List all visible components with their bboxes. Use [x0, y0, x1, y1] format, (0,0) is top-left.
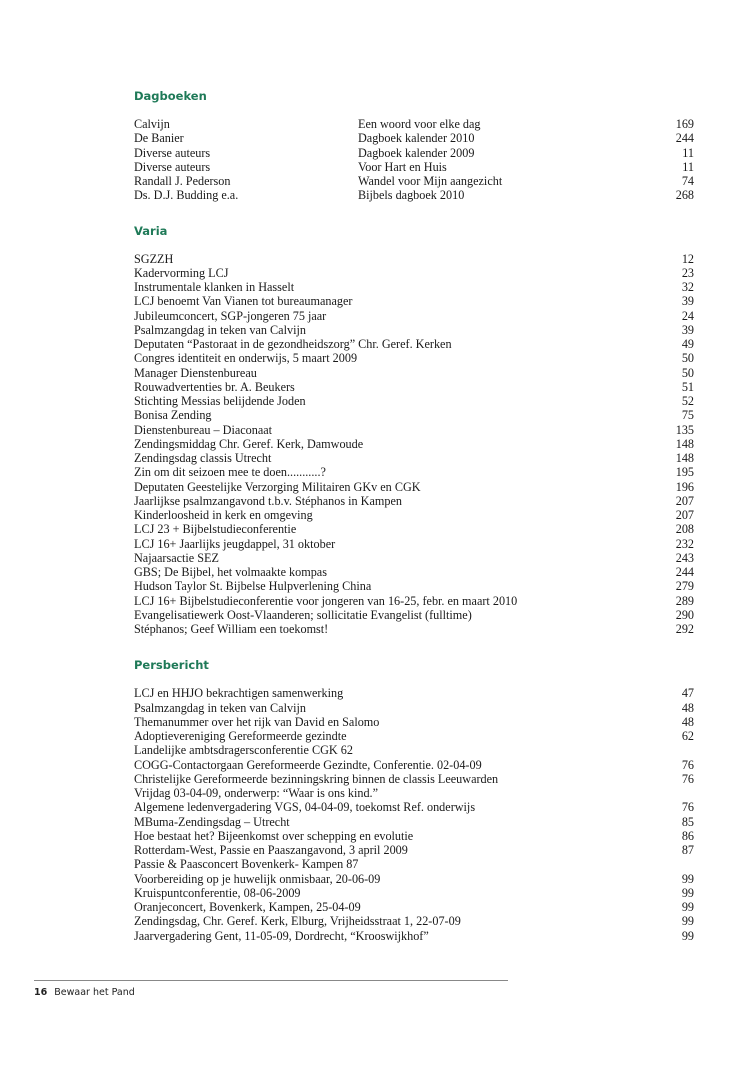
row-text: Kadervorming LCJ [134, 265, 229, 280]
index-row [134, 715, 694, 729]
row-text: Deputaten Geestelijke Verzorging Militairen GKv en CGK [134, 479, 421, 494]
row-text: Rotterdam-West, Passie en Paaszangavond, 3 april 2009 [134, 843, 408, 857]
index-row [134, 608, 694, 622]
index-row [134, 872, 694, 886]
footer-divider [34, 980, 508, 981]
rows-varia [134, 252, 694, 637]
row-page: 289 [675, 593, 694, 608]
section-dagboeken [134, 88, 694, 203]
row-title: Dagboek kalender 2009 [358, 145, 475, 160]
row-page: 39 [681, 322, 694, 337]
row-author: Diverse auteurs [134, 145, 211, 160]
index-row [134, 337, 694, 351]
row-text: SGZZH [134, 251, 174, 266]
index-row [134, 366, 694, 380]
row-page: 85 [681, 814, 694, 829]
row-page: 243 [675, 550, 694, 565]
row-text: LCJ 16+ Jaarlijks jeugdappel, 31 oktober [134, 536, 336, 551]
row-text: Zendingsmiddag Chr. Geref. Kerk, Damwoude [134, 436, 364, 451]
row-text: Passie & Paasconcert Bovenkerk- Kampen 87 [134, 857, 359, 872]
index-row [134, 146, 694, 160]
row-page: 290 [675, 607, 694, 622]
index-row [134, 758, 694, 772]
index-row [134, 309, 694, 323]
row-text: Algemene ledenvergadering VGS, 04-04-09, toekomst Ref. onderwijs [134, 800, 476, 815]
row-title: Voor Hart en Huis [358, 159, 447, 174]
row-page: 62 [681, 729, 694, 743]
row-text: LCJ 23 + Bijbelstudieconferentie [134, 522, 297, 537]
row-text: Deputaten “Pastoraat in de gezondheidszorg” Chr. Geref. Kerken [134, 337, 452, 351]
row-text: LCJ en HHJO bekrachtigen samenwerking [134, 686, 344, 701]
index-row [134, 437, 694, 451]
row-page: 51 [681, 379, 694, 394]
index-row [134, 423, 694, 437]
index-row [134, 117, 694, 131]
index-row [134, 579, 694, 593]
row-page: 99 [681, 900, 694, 914]
page-footer [34, 987, 135, 998]
row-page: 76 [681, 800, 694, 815]
row-text: Congres identiteit en onderwijs, 5 maart 2009 [134, 351, 358, 366]
row-page: 47 [681, 686, 694, 701]
section-title-varia: Varia [134, 223, 168, 238]
index-row [134, 394, 694, 408]
index-row [134, 743, 694, 757]
row-page: 48 [681, 714, 694, 729]
index-row [134, 174, 694, 188]
index-row [134, 815, 694, 829]
row-page: 99 [681, 885, 694, 900]
row-text: Evangelisatiewerk Oost-Vlaanderen; sollicitatie Evangelist (fulltime) [134, 607, 472, 622]
row-text: Kruispuntconferentie, 08-06-2009 [134, 885, 301, 900]
index-row [134, 537, 694, 551]
row-text: Zin om dit seizoen mee te doen...........? [134, 465, 326, 480]
index-row [134, 772, 694, 786]
row-page: 207 [675, 508, 694, 522]
row-page: 268 [675, 188, 694, 203]
row-page: 24 [681, 308, 694, 323]
row-text: Zendingsdag, Chr. Geref. Kerk, Elburg, Vrijheidsstraat 1, 22-07-09 [134, 914, 461, 929]
index-row [134, 480, 694, 494]
index-row [134, 843, 694, 857]
index-row [134, 551, 694, 565]
row-author: Randall J. Pederson [134, 174, 231, 188]
footer-publication: Bewaar het Pand [54, 987, 135, 998]
row-text: Voorbereiding op je huwelijk onmisbaar, 20-06-09 [134, 871, 381, 886]
row-page: 87 [681, 843, 694, 857]
index-row [134, 729, 694, 743]
index-row [134, 131, 694, 145]
index-row [134, 188, 694, 202]
row-text: Zendingsdag classis Utrecht [134, 451, 272, 465]
row-page: 244 [675, 565, 694, 579]
row-text: COGG-Contactorgaan Gereformeerde Gezindte, Conferentie. 02-04-09 [134, 757, 482, 772]
index-row [134, 701, 694, 715]
index-row [134, 900, 694, 914]
row-page: 232 [675, 536, 694, 551]
index-row [134, 686, 694, 700]
index-row [134, 508, 694, 522]
section-varia [134, 223, 694, 637]
index-row [134, 380, 694, 394]
index-row [134, 522, 694, 536]
index-row [134, 266, 694, 280]
row-text: Manager Dienstenbureau [134, 365, 257, 380]
index-row [134, 294, 694, 308]
row-text: Bonisa Zending [134, 408, 212, 423]
row-text: Stichting Messias belijdende Joden [134, 394, 306, 408]
row-page: 99 [681, 928, 694, 943]
row-page: 86 [681, 828, 694, 843]
row-page: 292 [675, 622, 694, 636]
rows-persbericht [134, 686, 694, 943]
row-author: Diverse auteurs [134, 159, 211, 174]
row-page: 244 [675, 131, 694, 146]
row-text: LCJ 16+ Bijbelstudieconferentie voor jongeren van 16-25, febr. en maart 2010 [134, 593, 518, 608]
index-row [134, 465, 694, 479]
index-row [134, 914, 694, 928]
row-text: Rouwadvertenties br. A. Beukers [134, 379, 295, 394]
index-row [134, 929, 694, 943]
row-text: Vrijdag 03-04-09, onderwerp: “Waar is ons kind.” [134, 786, 378, 800]
row-text: MBuma-Zendingsdag – Utrecht [134, 814, 290, 829]
index-row [134, 786, 694, 800]
row-page: 169 [675, 117, 694, 131]
index-row [134, 351, 694, 365]
index-row [134, 800, 694, 814]
row-text: GBS; De Bijbel, het volmaakte kompas [134, 565, 327, 579]
row-page: 195 [675, 465, 694, 480]
row-text: Instrumentale klanken in Hasselt [134, 280, 295, 294]
row-text: Hoe bestaat het? Bijeenkomst over schepping en evolutie [134, 828, 414, 843]
row-author: Ds. D.J. Budding e.a. [134, 188, 239, 203]
index-row [134, 160, 694, 174]
rows-dagboeken [134, 117, 694, 203]
index-row [134, 857, 694, 871]
row-page: 196 [675, 479, 694, 494]
row-page: 135 [675, 422, 694, 437]
row-page: 52 [681, 394, 694, 408]
row-text: Themanummer over het rijk van David en Salomo [134, 714, 380, 729]
row-page: 11 [682, 159, 694, 174]
row-text: Jubileumconcert, SGP-jongeren 75 jaar [134, 308, 327, 323]
index-row [134, 494, 694, 508]
row-page: 76 [681, 757, 694, 772]
row-text: Psalmzangdag in teken van Calvijn [134, 322, 306, 337]
row-text: Najaarsactie SEZ [134, 550, 219, 565]
row-page: 49 [681, 337, 694, 351]
row-page: 75 [681, 408, 694, 423]
section-title-dagboeken: Dagboeken [134, 89, 207, 103]
row-page: 76 [681, 771, 694, 786]
index-row [134, 565, 694, 579]
row-text: Psalmzangdag in teken van Calvijn [134, 700, 306, 715]
row-page: 48 [681, 700, 694, 715]
index-row [134, 323, 694, 337]
row-text: Christelijke Gereformeerde bezinningskring binnen de classis Leeuwarden [134, 771, 499, 786]
index-row [134, 252, 694, 266]
row-page: 12 [681, 251, 694, 266]
row-page: 279 [675, 579, 694, 594]
row-title: Bijbels dagboek 2010 [358, 188, 465, 203]
row-title: Een woord voor elke dag [358, 117, 481, 131]
index-content [134, 88, 694, 943]
row-text: Hudson Taylor St. Bijbelse Hulpverlening China [134, 579, 372, 594]
row-text: Oranjeconcert, Bovenkerk, Kampen, 25-04-09 [134, 900, 361, 914]
row-page: 23 [681, 265, 694, 280]
index-row [134, 886, 694, 900]
row-page: 207 [675, 493, 694, 508]
row-text: Kinderloosheid in kerk en omgeving [134, 508, 313, 522]
row-text: Dienstenbureau – Diaconaat [134, 422, 273, 437]
row-page: 99 [681, 914, 694, 929]
row-text: Landelijke ambtsdragersconferentie CGK 62 [134, 743, 353, 758]
row-page: 148 [675, 451, 694, 465]
row-page: 148 [675, 436, 694, 451]
row-text: LCJ benoemt Van Vianen tot bureaumanager [134, 294, 353, 309]
row-page: 74 [681, 174, 694, 188]
row-title: Dagboek kalender 2010 [358, 131, 475, 146]
row-author: Calvijn [134, 117, 170, 131]
index-row [134, 829, 694, 843]
index-row [134, 451, 694, 465]
row-page: 50 [681, 351, 694, 366]
row-page: 99 [681, 871, 694, 886]
row-text: Jaarlijkse psalmzangavond t.b.v. Stéphanos in Kampen [134, 493, 402, 508]
index-row [134, 408, 694, 422]
row-page: 39 [681, 294, 694, 309]
index-row [134, 280, 694, 294]
section-persbericht [134, 657, 694, 943]
footer-page-number: 16 [34, 987, 48, 998]
row-text: Stéphanos; Geef William een toekomst! [134, 622, 329, 636]
row-page: 50 [681, 365, 694, 380]
row-author: De Banier [134, 131, 184, 146]
section-title-persbericht: Persbericht [134, 658, 209, 673]
row-page: 11 [682, 145, 694, 160]
row-page: 32 [681, 280, 694, 294]
index-row [134, 622, 694, 636]
row-text: Jaarvergadering Gent, 11-05-09, Dordrecht, “Krooswijkhof” [134, 928, 429, 943]
index-row [134, 594, 694, 608]
row-page: 208 [675, 522, 694, 537]
row-title: Wandel voor Mijn aangezicht [358, 174, 503, 188]
row-text: Adoptievereniging Gereformeerde gezindte [134, 729, 347, 743]
